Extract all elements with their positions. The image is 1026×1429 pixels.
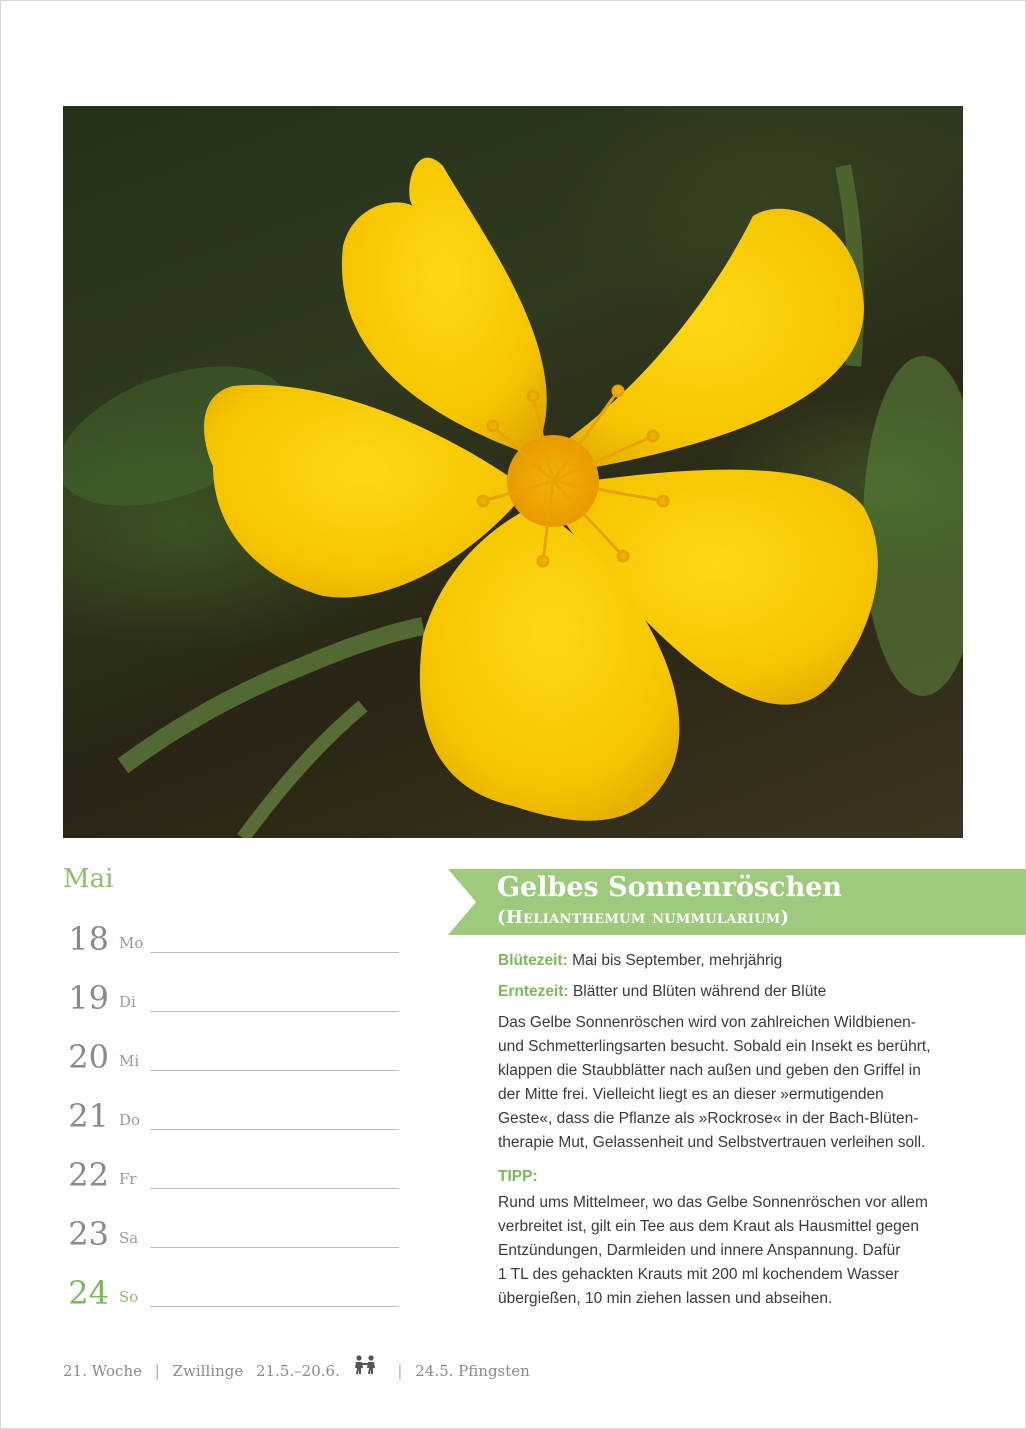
harvest-time-label: Erntezeit: <box>498 983 569 1000</box>
bloom-time-label: Blütezeit: <box>498 952 568 969</box>
weekday-abbr: Mo <box>119 934 144 952</box>
description-line: klappen die Staubblätter nach außen und geben den Griffel in <box>498 1062 921 1079</box>
day-number: 22 <box>68 1156 109 1194</box>
day-number: 19 <box>68 979 109 1017</box>
day-row <box>63 1038 399 1088</box>
day-row <box>63 920 399 970</box>
tip-line: Entzündungen, Darmleiden und innere Anspannung. Dafür <box>498 1242 901 1259</box>
gemini-twins-icon <box>351 1355 379 1375</box>
day-row <box>63 1097 399 1147</box>
day-number: 24 <box>68 1274 109 1312</box>
yellow-flower-illustration <box>63 106 963 838</box>
weekday-abbr: Fr <box>119 1170 137 1188</box>
footer <box>63 1355 530 1380</box>
writing-line[interactable] <box>150 1070 399 1071</box>
description-line: Das Gelbe Sonnenröschen wird von zahlreichen Wildbienen- <box>498 1014 916 1031</box>
description-line: Geste«, dass die Pflanze als »Rockrose« in der Bach-Blüten- <box>498 1110 919 1127</box>
tip-line: Rund ums Mittelmeer, wo das Gelbe Sonnenröschen vor allem <box>498 1194 928 1211</box>
harvest-time <box>498 983 826 1001</box>
zodiac-sign: Zwillinge <box>172 1362 244 1380</box>
description <box>498 1011 968 1155</box>
zodiac-dates: 21.5.–20.6. <box>256 1362 340 1380</box>
tip-line: verbreitet ist, gilt ein Tee aus dem Kraut als Hausmittel gegen <box>498 1218 920 1235</box>
day-row <box>63 1215 399 1265</box>
weekday-abbr: Mi <box>119 1052 140 1070</box>
bloom-time <box>498 952 782 970</box>
weekday-abbr: Do <box>119 1111 141 1129</box>
day-row-sunday <box>63 1274 399 1324</box>
description-line: therapie Mut, Gelassenheit und Selbstvertrauen verleihen soll. <box>498 1134 926 1151</box>
bloom-time-value: Mai bis September, mehrjährig <box>572 952 783 969</box>
divider: | <box>154 1362 160 1380</box>
writing-line[interactable] <box>150 1247 399 1248</box>
writing-line[interactable] <box>150 1188 399 1189</box>
tip-line: übergießen, 10 min ziehen lassen und abseihen. <box>498 1290 833 1307</box>
writing-line[interactable] <box>150 1306 399 1307</box>
plant-latin-name: (Helianthemum nummularium) <box>497 907 790 928</box>
weekday-abbr: Di <box>119 993 136 1011</box>
day-row <box>63 1156 399 1206</box>
flower-photo <box>63 106 963 838</box>
weekday-abbr: So <box>119 1288 139 1306</box>
tip-line: 1 TL des gehackten Krauts mit 200 ml kochendem Wasser <box>498 1266 899 1283</box>
day-number: 18 <box>68 920 109 958</box>
day-number: 23 <box>68 1215 109 1253</box>
writing-line[interactable] <box>150 1129 399 1130</box>
description-line: der Mitte frei. Vielleicht liegt es an dieser »ermutigenden <box>498 1086 884 1103</box>
tip-text <box>498 1191 968 1311</box>
month-label: Mai <box>63 864 114 894</box>
holiday-note: 24.5. Pfingsten <box>415 1362 530 1380</box>
plant-name: Gelbes Sonnenröschen <box>497 872 843 903</box>
writing-line[interactable] <box>150 952 399 953</box>
divider: | <box>397 1362 403 1380</box>
day-row <box>63 979 399 1029</box>
description-line: und Schmetterlingsarten besucht. Sobald ein Insekt es berührt, <box>498 1038 931 1055</box>
tip-label: TIPP: <box>498 1168 538 1185</box>
day-number: 20 <box>68 1038 109 1076</box>
harvest-time-value: Blätter und Blüten während der Blüte <box>572 983 827 1000</box>
week-number: 21. Woche <box>63 1362 142 1380</box>
day-number: 21 <box>68 1097 109 1135</box>
weekday-abbr: Sa <box>119 1229 139 1247</box>
writing-line[interactable] <box>150 1011 399 1012</box>
